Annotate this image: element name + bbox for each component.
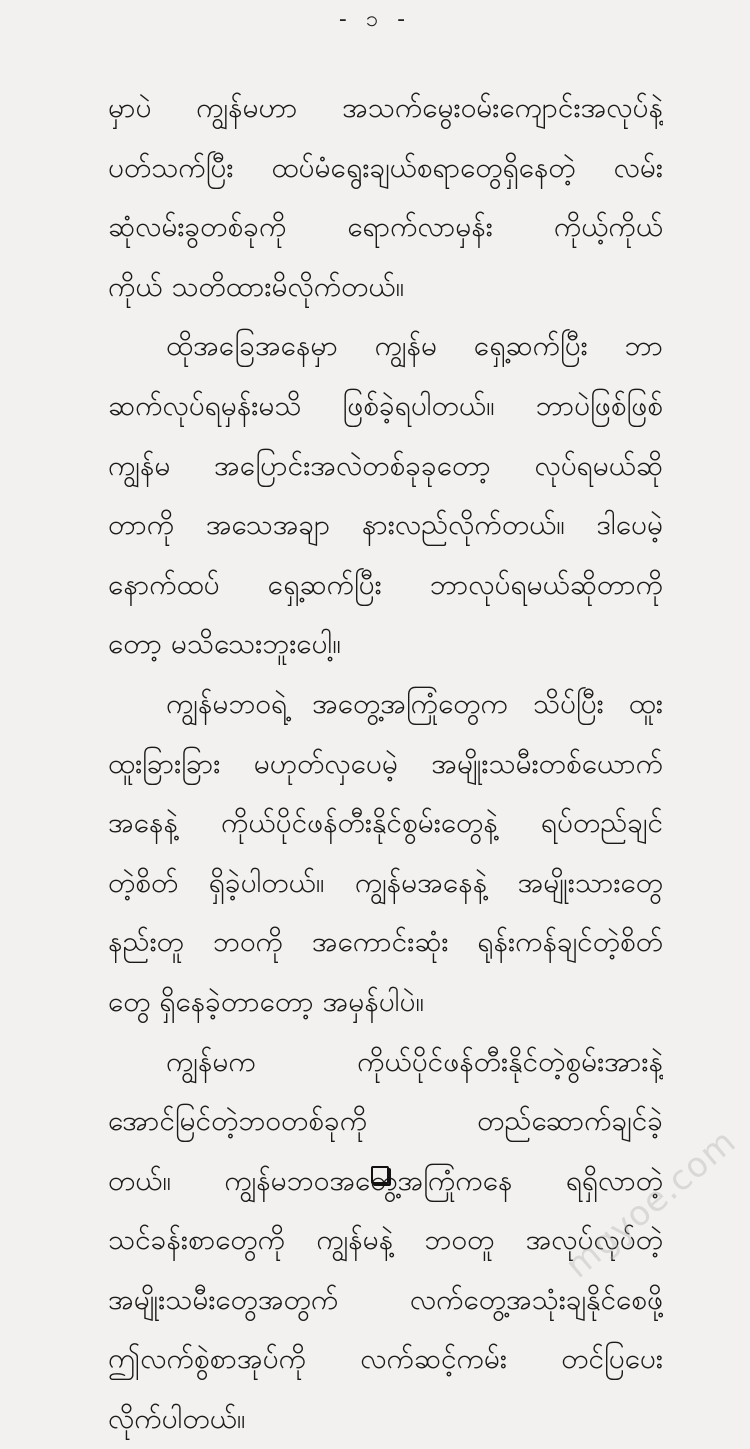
text-line: ဆုံလမ်းခွတစ်ခုကို ရောက်လာမှန်း ကိုယ့်ကိုယ် [108, 210, 663, 244]
end-of-chapter-mark [371, 1166, 389, 1184]
text-line: သင်ခန်းစာတွေကို ကျွန်မနဲ့ ဘဝတူ အလုပ်လုပ်တဲ့ [108, 1223, 663, 1257]
text-line: ဤလက်စွဲစာအုပ်ကို လက်ဆင့်ကမ်း တင်ပြပေး [108, 1342, 663, 1376]
text-line: အနေနဲ့ ကိုယ်ပိုင်ဖန်တီးနိုင်စွမ်းတွေနဲ့ ရပ်တည်ချင် [108, 806, 663, 840]
text-line: တယ်။ ကျွန်မဘဝအတွေ့အကြုံကနေ ရရှိလာတဲ့ [108, 1163, 663, 1197]
text-line: ထူးခြားခြား မဟုတ်လှပေမဲ့ အမျိုးသမီးတစ်ယောက် [108, 746, 663, 780]
text-line: လိုက်ပါတယ်။ [108, 1402, 246, 1436]
text-line: ပတ်သက်ပြီး ထပ်မံရွေးချယ်စရာတွေရှိနေတဲ့ လမ်း [108, 150, 663, 184]
text-line: တာကို အသေအချာ နားလည်လိုက်တယ်။ ဒါပေမဲ့ [108, 508, 663, 542]
paragraph-start-line: ကျွန်မက ကိုယ်ပိုင်ဖန်တီးနိုင်တဲ့စွမ်းအားနဲ့ [166, 1044, 663, 1078]
text-line: ကျွန်မ အပြောင်းအလဲတစ်ခုခုတော့ လုပ်ရမယ်ဆို [108, 448, 663, 482]
text-line: နည်းတူ ဘဝကို အကောင်းဆုံး ရုန်းကန်ချင်တဲ့စိတ် [108, 925, 663, 959]
text-line: မှာပဲ ကျွန်မဟာ အသက်မွေးဝမ်းကျောင်းအလုပ်နဲ့ [108, 91, 663, 124]
watermark-text: mgyoe.com [558, 1121, 744, 1287]
paragraph-start-line: ကျွန်မဘဝရဲ့ အတွေ့အကြုံတွေက သိပ်ပြီး ထူး [166, 686, 663, 720]
text-line: အမျိုးသမီးတွေအတွက် လက်တွေ့အသုံးချနိုင်စေဖို့ [108, 1282, 663, 1316]
page-number: - ၁ - [338, 7, 412, 32]
text-line: နောက်ထပ် ရှေ့ဆက်ပြီး ဘာလုပ်ရမယ်ဆိုတာကို [108, 567, 663, 601]
text-line: တဲ့စိတ် ရှိခဲ့ပါတယ်။ ကျွန်မအနေနဲ့ အမျိုးသားတွေ [108, 865, 663, 899]
text-line: ကိုယ် သတိထားမိလိုက်တယ်။ [108, 269, 405, 303]
text-line: အောင်မြင်တဲ့ဘဝတစ်ခုကို တည်ဆောက်ချင်ခဲ့ [108, 1104, 663, 1138]
paragraph-start-line: ထိုအခြေအနေမှာ ကျွန်မ ရှေ့ဆက်ပြီး ဘာ [166, 329, 663, 363]
text-line: တွေ ရှိနေခဲ့တာတော့ အမှန်ပါပဲ။ [108, 984, 424, 1018]
text-line: တော့ မသိသေးဘူးပေါ့။ [108, 627, 341, 661]
text-line: ဆက်လုပ်ရမှန်းမသိ ဖြစ်ခဲ့ရပါတယ်။ ဘာပဲဖြစ်ဖြစ် [108, 388, 663, 422]
